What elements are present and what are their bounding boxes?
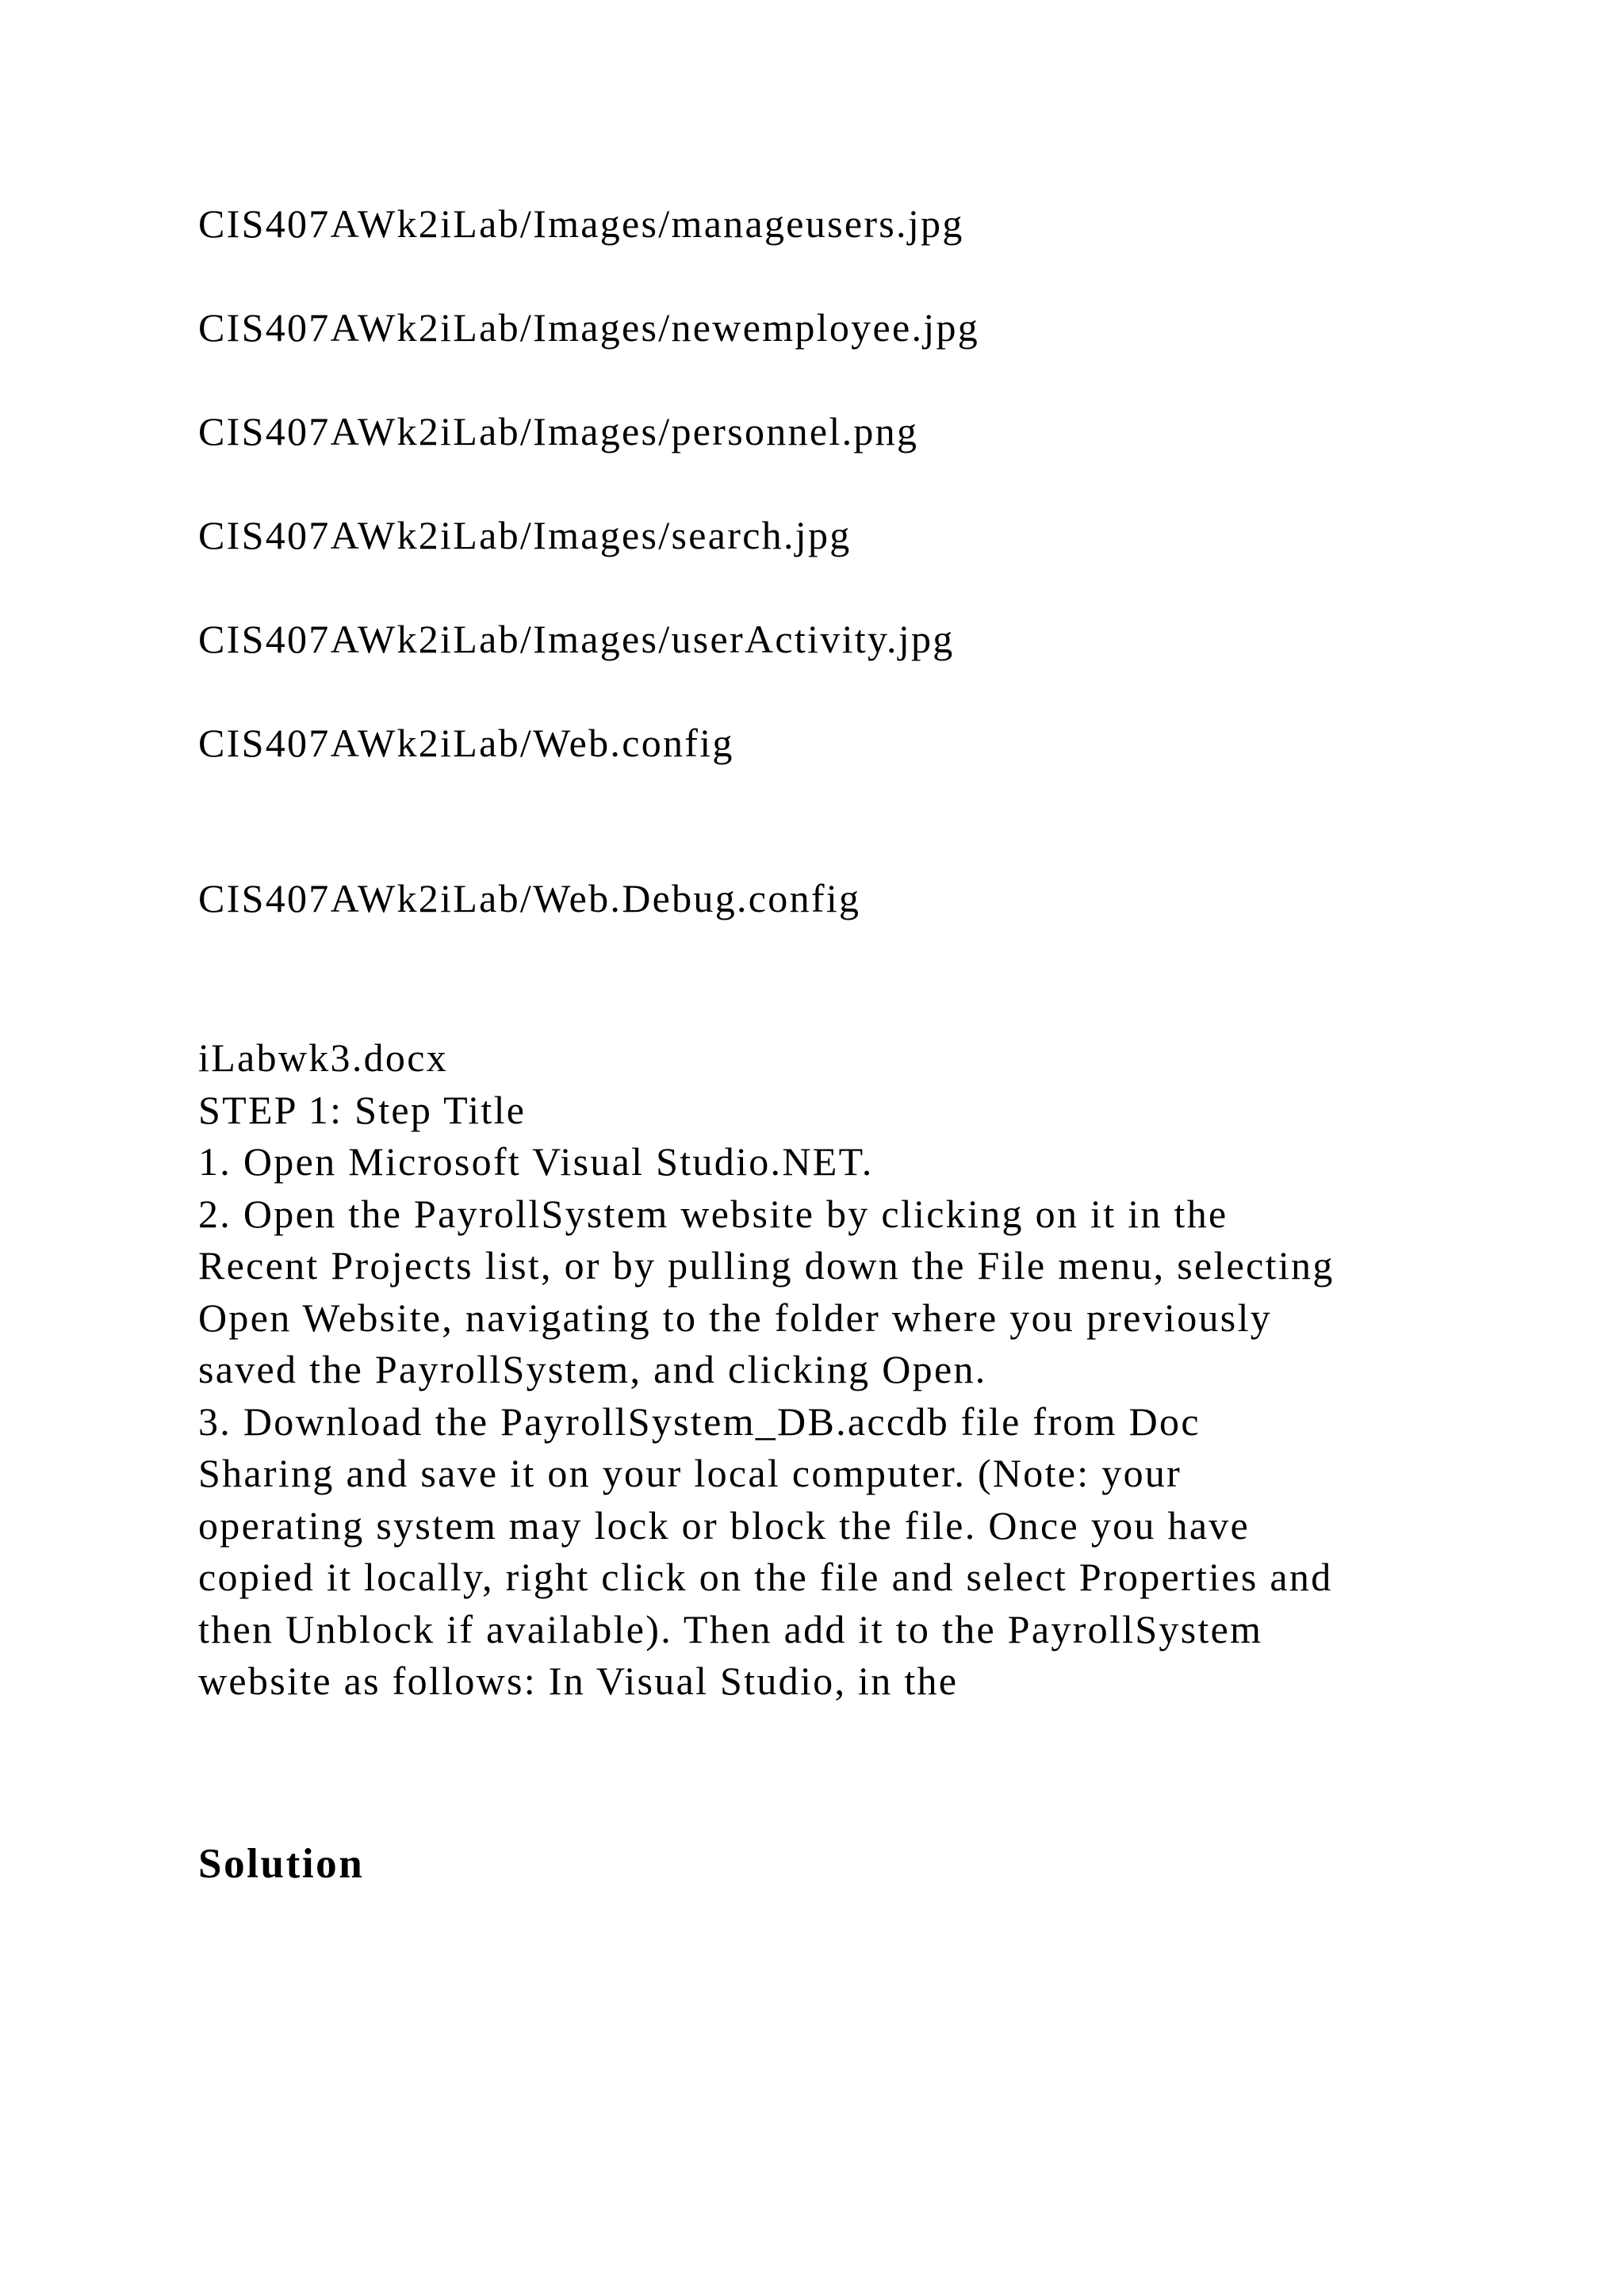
instruction-line: copied it locally, right click on the file and select Properties and [198,1555,1333,1599]
instruction-line: Sharing and save it on your local computer. (Note: your [198,1451,1182,1495]
file-path-line: CIS407AWk2iLab/Images/search.jpg [198,513,852,557]
instruction-line: 3. Download the PayrollSystem_DB.accdb file from Doc [198,1399,1201,1444]
document-name: iLabwk3.docx [198,1035,449,1080]
file-path-line: CIS407AWk2iLab/Web.config [198,721,734,765]
file-path-line: CIS407AWk2iLab/Images/manageusers.jpg [198,201,964,246]
solution-heading: Solution [198,1841,365,1887]
instruction-line: 1. Open Microsoft Visual Studio.NET. [198,1139,874,1184]
instruction-line: saved the PayrollSystem, and clicking Open. [198,1347,987,1391]
file-path-line: CIS407AWk2iLab/Images/personnel.png [198,409,919,453]
step-title: STEP 1: Step Title [198,1087,527,1132]
instruction-line: 2. Open the PayrollSystem website by clicking on it in the [198,1191,1228,1236]
instruction-line: website as follows: In Visual Studio, in the [198,1659,959,1703]
file-path-line: CIS407AWk2iLab/Images/newemployee.jpg [198,305,980,350]
instruction-line: operating system may lock or block the file. Once you have [198,1502,1251,1548]
instruction-line: Recent Projects list, or by pulling down the File menu, selecting [198,1243,1335,1288]
step-instructions [198,1032,1499,1708]
file-path-line: CIS407AWk2iLab/Images/userActivity.jpg [198,617,955,661]
file-path-line: CIS407AWk2iLab/Web.Debug.config [198,876,861,920]
instruction-line: Open Website, navigating to the folder where you previously [198,1295,1273,1340]
instruction-line: then Unblock if available). Then add it to the PayrollSystem [198,1606,1263,1651]
